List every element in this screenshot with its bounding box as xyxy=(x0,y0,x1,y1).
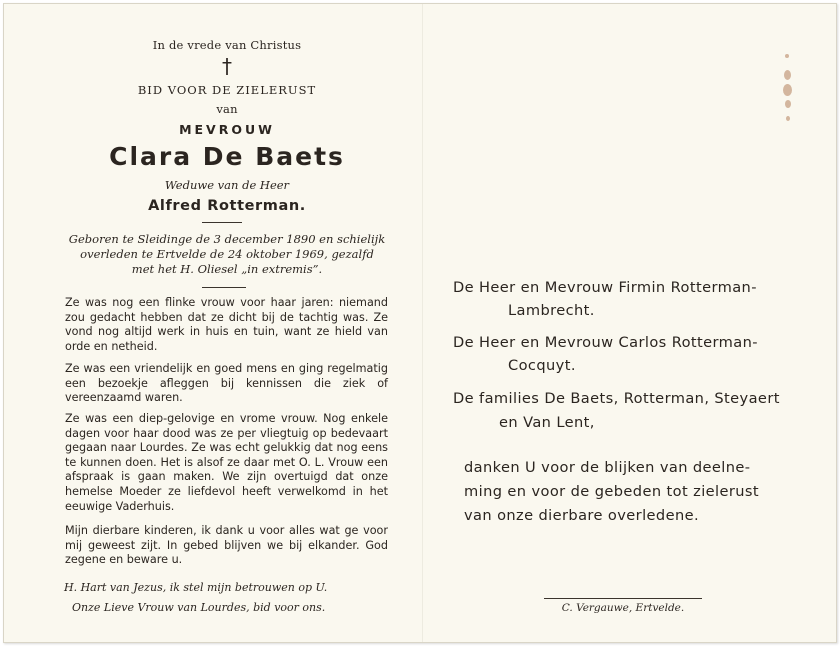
thanks-line-3: van onze dierbare overledene. xyxy=(464,507,700,524)
thanks-line-1: danken U voor de blijken van deelne- xyxy=(464,459,751,476)
family-line-5: De families De Baets, Rotterman, Steyaert xyxy=(453,390,780,407)
prayer-line-1: H. Hart van Jezus, ik stel mijn betrouwen op U. xyxy=(64,581,328,594)
family-line-2: Lambrecht. xyxy=(508,302,595,319)
printer-rule xyxy=(544,598,702,599)
title-mevrouw: MEVROUW xyxy=(179,122,275,137)
prayer-line-2: Onze Lieve Vrouw van Lourdes, bid voor ons. xyxy=(72,601,326,614)
paragraph-1 xyxy=(65,296,388,354)
paragraph-4-text: Mijn dierbare kinderen, ik dank u voor alles wat ge voor mij geweest zijt. In gebed blijven we bij elkander. God zegene en beware u. xyxy=(65,524,388,567)
van-text: van xyxy=(216,102,238,116)
thanks-line-2: ming en voor de gebeden tot zielerust xyxy=(464,483,760,500)
printer-credit: C. Vergauwe, Ertvelde. xyxy=(561,602,685,614)
paragraph-2 xyxy=(65,362,388,406)
family-line-4: Cocquyt. xyxy=(508,357,576,374)
husband-name: Alfred Rotterman. xyxy=(148,198,306,214)
stain-mark xyxy=(782,54,794,134)
paragraph-1-text: Ze was nog een flinke vrouw voor haar jaren: niemand zou gedacht hebben dat ze dicht bij de tachtig was. Ze vond nog altijd werk in huis en tuin, want ze hield van orde en netheid. xyxy=(65,296,388,353)
family-line-3: De Heer en Mevrouw Carlos Rotterman- xyxy=(453,334,758,351)
family-line-6: en Van Lent, xyxy=(499,414,595,431)
divider-bottom xyxy=(202,287,246,288)
paragraph-4 xyxy=(65,524,388,568)
memorial-card xyxy=(3,3,837,643)
prayer-request: BID VOOR DE ZIELERUST xyxy=(137,83,317,97)
paragraph-3 xyxy=(65,412,388,514)
paragraph-2-text: Ze was een vriendelijk en goed mens en ging regelmatig een bezoekje afleggen bij kennissen die ziek of vereenzaamd waren. xyxy=(65,362,388,405)
cross-icon: † xyxy=(222,54,232,78)
header-text: In de vrede van Christus xyxy=(152,38,302,52)
deceased-name: Clara De Baets xyxy=(109,142,345,171)
family-line-1: De Heer en Mevrouw Firmin Rotterman- xyxy=(453,279,757,296)
divider-top xyxy=(202,222,242,223)
paragraph-3-text: Ze was een diep-gelovige en vrome vrouw. Nog enkele dagen voor haar dood was ze per vliegtuig op bedevaart gegaan naar Lourdes. Ze was echt gelukkig dat nog eens te kunnen doen. Het is alsof ze daar met O. L. Vrouw een afspraak is gaan maken. We zijn overtuigd dat onze hemelse Moeder ze liefdevol heeft verwelkomd in het eeuwige Vaderhuis. xyxy=(65,412,388,513)
birth-line-3: met het H. Oliesel „in extremis”. xyxy=(131,262,323,276)
card-fold xyxy=(422,4,423,642)
birth-line-2: overleden te Ertvelde de 24 oktober 1969, gezalfd xyxy=(80,247,374,261)
birth-line-1: Geboren te Sleidinge de 3 december 1890 en schielijk xyxy=(68,232,386,246)
widow-line: Weduwe van de Heer xyxy=(164,178,290,192)
